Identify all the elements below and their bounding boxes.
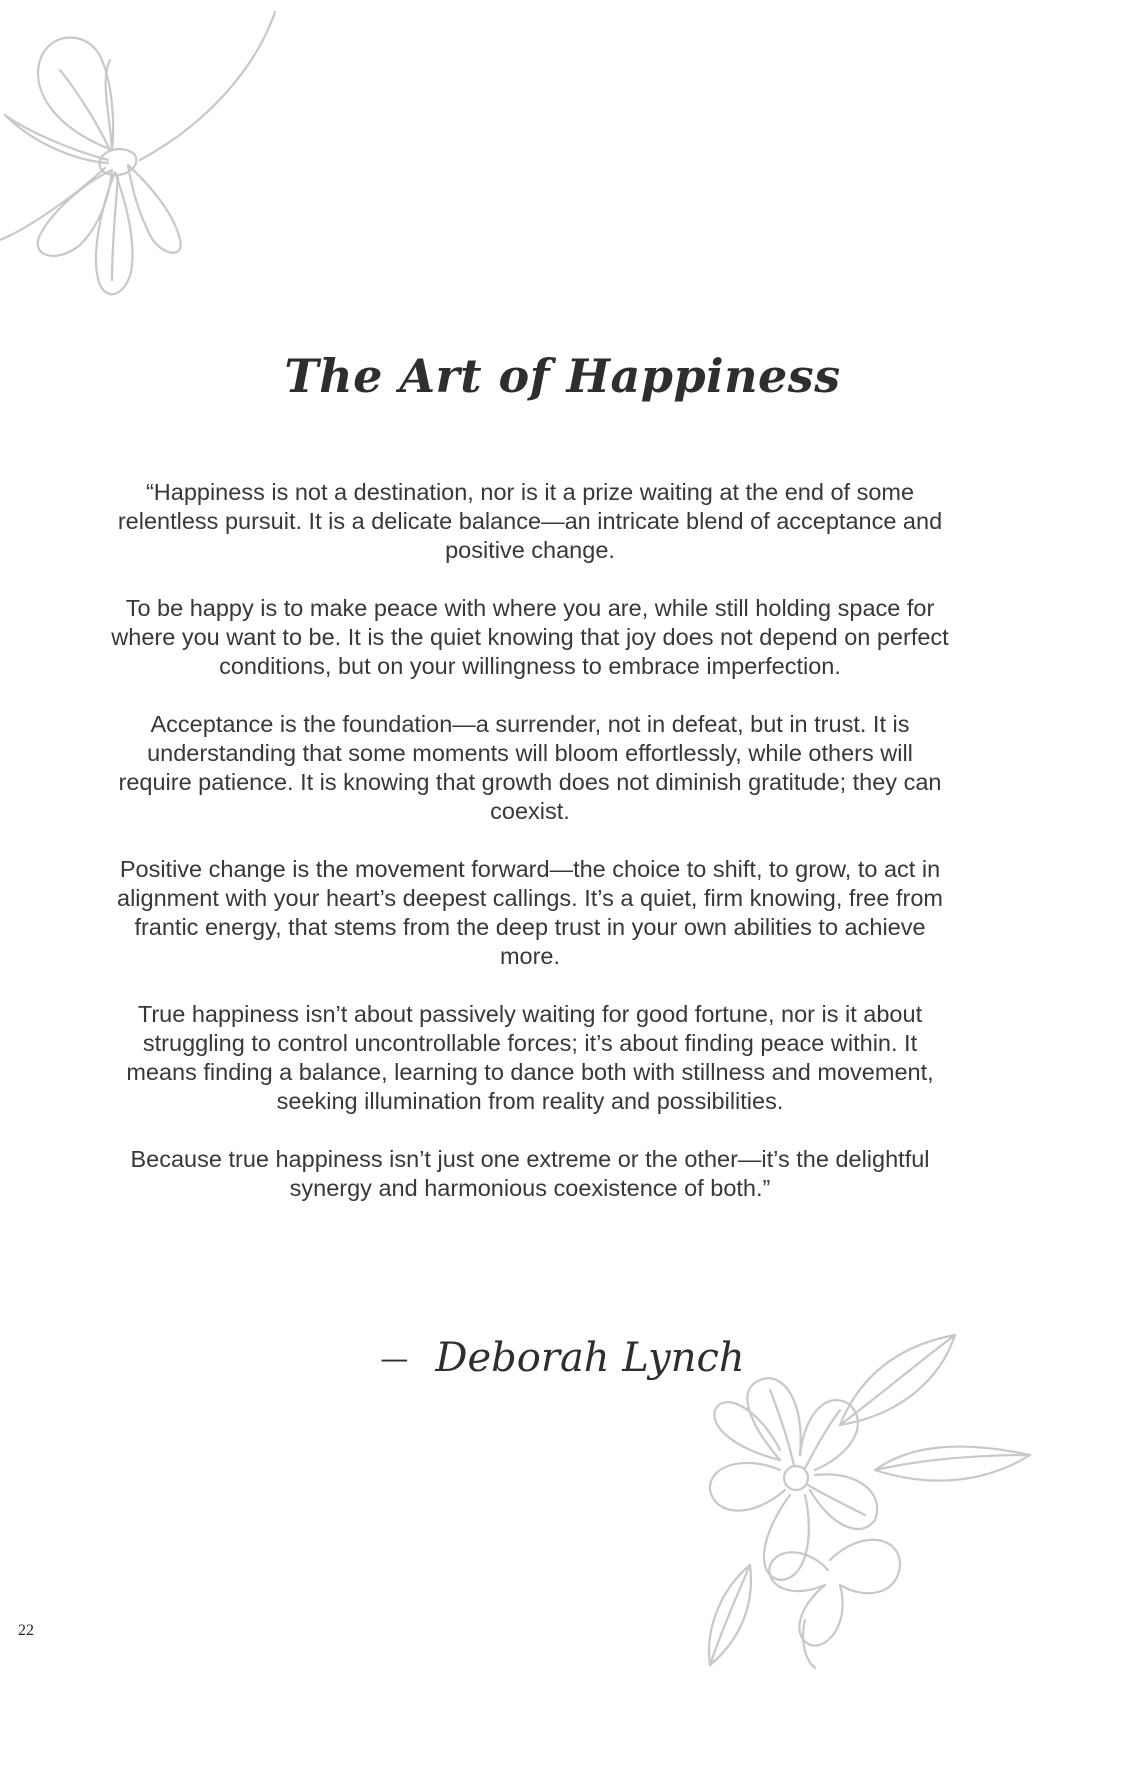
quote-paragraph: Because true happiness isn’t just one extreme or the other—it’s the delightful synergy and harmonious coexistence of both.”	[130, 1146, 930, 1201]
quote-body	[110, 478, 950, 1232]
quote-paragraph: Positive change is the movement forward—the choice to shift, to grow, to act in alignment with your heart’s deepest callings. It’s a quiet, firm knowing, free from frantic energy, that stems from the deep trust in your own abilities to achieve more.	[117, 856, 943, 969]
quote-paragraph: To be happy is to make peace with where you are, while still holding space for where you want to be. It is the quiet knowing that joy does not depend on perfect conditions, but on your willingness to embrace imperfection.	[111, 595, 949, 679]
quote-paragraph: “Happiness is not a destination, nor is it a prize waiting at the end of some relentless pursuit. It is a delicate balance—an intricate blend of acceptance and positive change.	[117, 479, 943, 563]
author-name: Deborah Lynch	[435, 1335, 745, 1381]
quote-paragraph: Acceptance is the foundation—a surrender, not in defeat, but in trust. It is understanding that some moments will bloom effortlessly, while others will require patience. It is knowing that growth does not diminish gratitude; they can coexist.	[118, 711, 942, 824]
page-number: 22	[18, 1622, 34, 1639]
quote-paragraph: True happiness isn’t about passively waiting for good fortune, nor is it about struggling to control uncontrollable forces; it’s about finding peace within. It means finding a balance, learning to dance both with stillness and movement, seeking illumination from reality and possibilities.	[126, 1001, 934, 1114]
flower-cluster-line-art-icon	[690, 1330, 1050, 1670]
page-title: The Art of Happiness	[284, 348, 841, 403]
attribution-dash: —	[380, 1341, 409, 1375]
flower-line-art-icon	[0, 0, 290, 310]
